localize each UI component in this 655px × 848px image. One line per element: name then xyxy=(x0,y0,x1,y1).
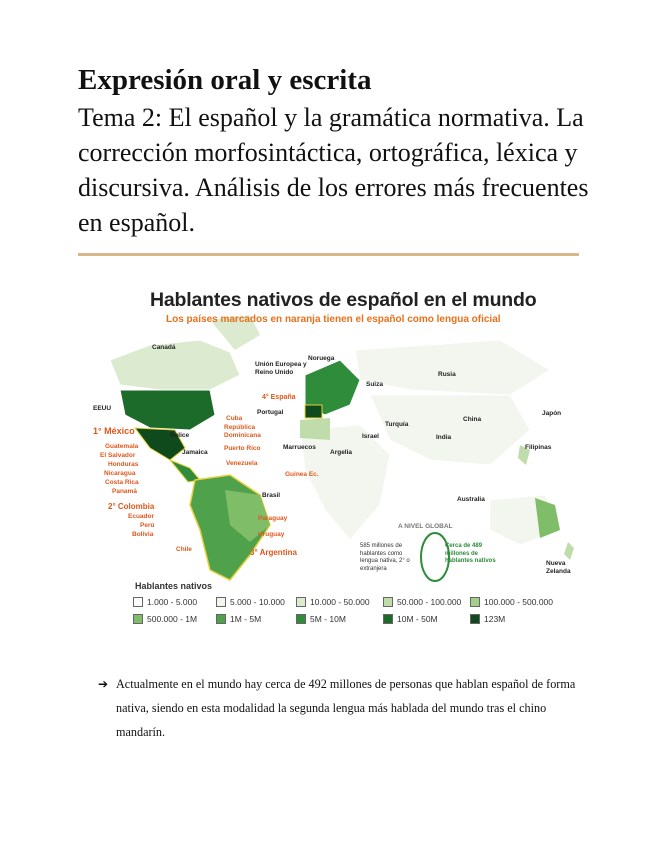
legend-label: 1.000 - 5.000 xyxy=(147,597,198,607)
label-guineaec: Guinea Ec. xyxy=(285,471,319,478)
label-argelia: Argelia xyxy=(330,449,353,456)
label-australia: Australia xyxy=(457,496,485,503)
legend-swatch xyxy=(296,614,306,624)
label-panama: Panamá xyxy=(112,488,137,495)
legend-title: Hablantes nativos xyxy=(135,581,213,591)
global-heading: A NIVEL GLOBAL xyxy=(398,523,453,530)
label-japon: Japón xyxy=(542,410,562,417)
legend-swatch xyxy=(383,614,393,624)
legend-label: 1M - 5M xyxy=(230,614,262,624)
label-jamaica: Jamaica xyxy=(182,449,208,456)
label-dominicana: República Dominicana xyxy=(224,424,261,439)
global-right-text: Cerca de 489 millones de hablantes nativos xyxy=(445,543,496,564)
label-peru: Perú xyxy=(140,522,155,529)
document-subtitle: Tema 2: El español y la gramática normativa. La corrección morfosintáctica, ortográfica, léxica y discursiva. Análisis de los errores más frecuentes en español. xyxy=(78,103,589,237)
map-eeuu xyxy=(120,390,215,430)
legend-item xyxy=(470,613,505,625)
label-marruecos: Marruecos xyxy=(283,444,316,451)
legend-item xyxy=(216,596,285,608)
legend-swatch xyxy=(470,597,480,607)
legend-swatch xyxy=(216,614,226,624)
legend-item xyxy=(383,613,438,625)
label-noruega: Noruega xyxy=(308,355,335,362)
legend-label: 500.000 - 1M xyxy=(147,614,198,624)
legend-swatch xyxy=(383,597,393,607)
map-africa xyxy=(300,425,390,540)
label-suiza: Suiza xyxy=(366,381,383,388)
label-india: India xyxy=(436,434,452,441)
label-argentina: 3° Argentina xyxy=(250,548,297,557)
map-asia xyxy=(370,395,530,465)
legend-swatch xyxy=(133,614,143,624)
label-israel: Israel xyxy=(362,433,379,440)
label-espana: 4° España xyxy=(262,394,296,401)
legend-label: 10.000 - 50.000 xyxy=(310,597,370,607)
label-chile: Chile xyxy=(176,546,192,553)
label-colombia: 2° Colombia xyxy=(108,502,155,511)
label-cuba: Cuba xyxy=(226,415,243,422)
label-bolivia: Bolivia xyxy=(132,531,154,538)
legend-item xyxy=(383,596,461,608)
label-belice: Belice xyxy=(170,432,190,439)
bullet-text: Actualmente en el mundo hay cerca de 492 millones de personas que hablan español de forma nativa, siendo en esta modalidad la segunda lengua más hablada del mundo tras el chino mandarín. xyxy=(116,677,576,739)
map-nz xyxy=(564,542,574,560)
label-uruguay: Uruguay xyxy=(258,531,285,538)
label-venezuela: Venezuela xyxy=(226,460,258,467)
legend-label: 50.000 - 100.000 xyxy=(397,597,462,607)
label-puertorico: Puerto Rico xyxy=(224,445,261,452)
legend-item xyxy=(296,596,370,608)
label-ue: Unión Europea y Reino Unido xyxy=(255,361,307,376)
label-mexico: 1° México xyxy=(93,426,135,436)
legend-swatch xyxy=(470,614,480,624)
divider xyxy=(78,253,579,256)
legend-label: 10M - 50M xyxy=(397,614,438,624)
map-central-america xyxy=(170,460,200,482)
legend-item xyxy=(133,613,197,625)
label-elsalvador: El Salvador xyxy=(100,452,136,459)
map-marruecos xyxy=(300,418,330,440)
map-espana xyxy=(305,405,322,418)
label-guatemala: Guatemala xyxy=(105,443,139,450)
bullet-paragraph xyxy=(98,672,588,744)
arrow-icon: ➔ xyxy=(98,677,109,691)
legend-label: 123M xyxy=(484,614,506,624)
global-left-text: 585 millones de hablantes como lengua nativa, 2° o extranjera xyxy=(360,543,410,572)
label-ecuador: Ecuador xyxy=(128,513,155,520)
legend-swatch xyxy=(133,597,143,607)
label-costarica: Costa Rica xyxy=(105,479,139,486)
label-china: China xyxy=(463,416,482,423)
legend-item xyxy=(133,596,197,608)
label-brasil: Brasil xyxy=(262,492,281,499)
legend-label: 5.000 - 10.000 xyxy=(230,597,285,607)
document-title: Expresión oral y escrita xyxy=(78,64,372,96)
legend-swatch xyxy=(216,597,226,607)
label-eeuu: EEUU xyxy=(93,405,112,412)
label-nicaragua: Nicaragua xyxy=(104,470,136,477)
label-canada: Canadá xyxy=(152,344,176,351)
map-russia xyxy=(355,340,550,395)
legend-item xyxy=(296,613,346,625)
figure-subtitle: Los países marcados en naranja tienen el español como lengua oficial xyxy=(166,314,501,325)
legend-swatch xyxy=(296,597,306,607)
figure-title: Hablantes nativos de español en el mundo xyxy=(150,289,537,311)
legend-label: 100.000 - 500.000 xyxy=(484,597,554,607)
label-turquia: Turquía xyxy=(385,421,409,428)
label-paraguay: Paraguay xyxy=(258,515,288,522)
label-nuevazelanda: Nueva Zelanda xyxy=(546,560,571,575)
legend-item xyxy=(470,596,553,608)
legend-item xyxy=(216,613,261,625)
label-filipinas: Filipinas xyxy=(525,444,552,451)
label-rusia: Rusia xyxy=(438,371,456,378)
label-honduras: Honduras xyxy=(108,461,139,468)
legend-label: 5M - 10M xyxy=(310,614,346,624)
label-portugal: Portugal xyxy=(257,409,284,416)
